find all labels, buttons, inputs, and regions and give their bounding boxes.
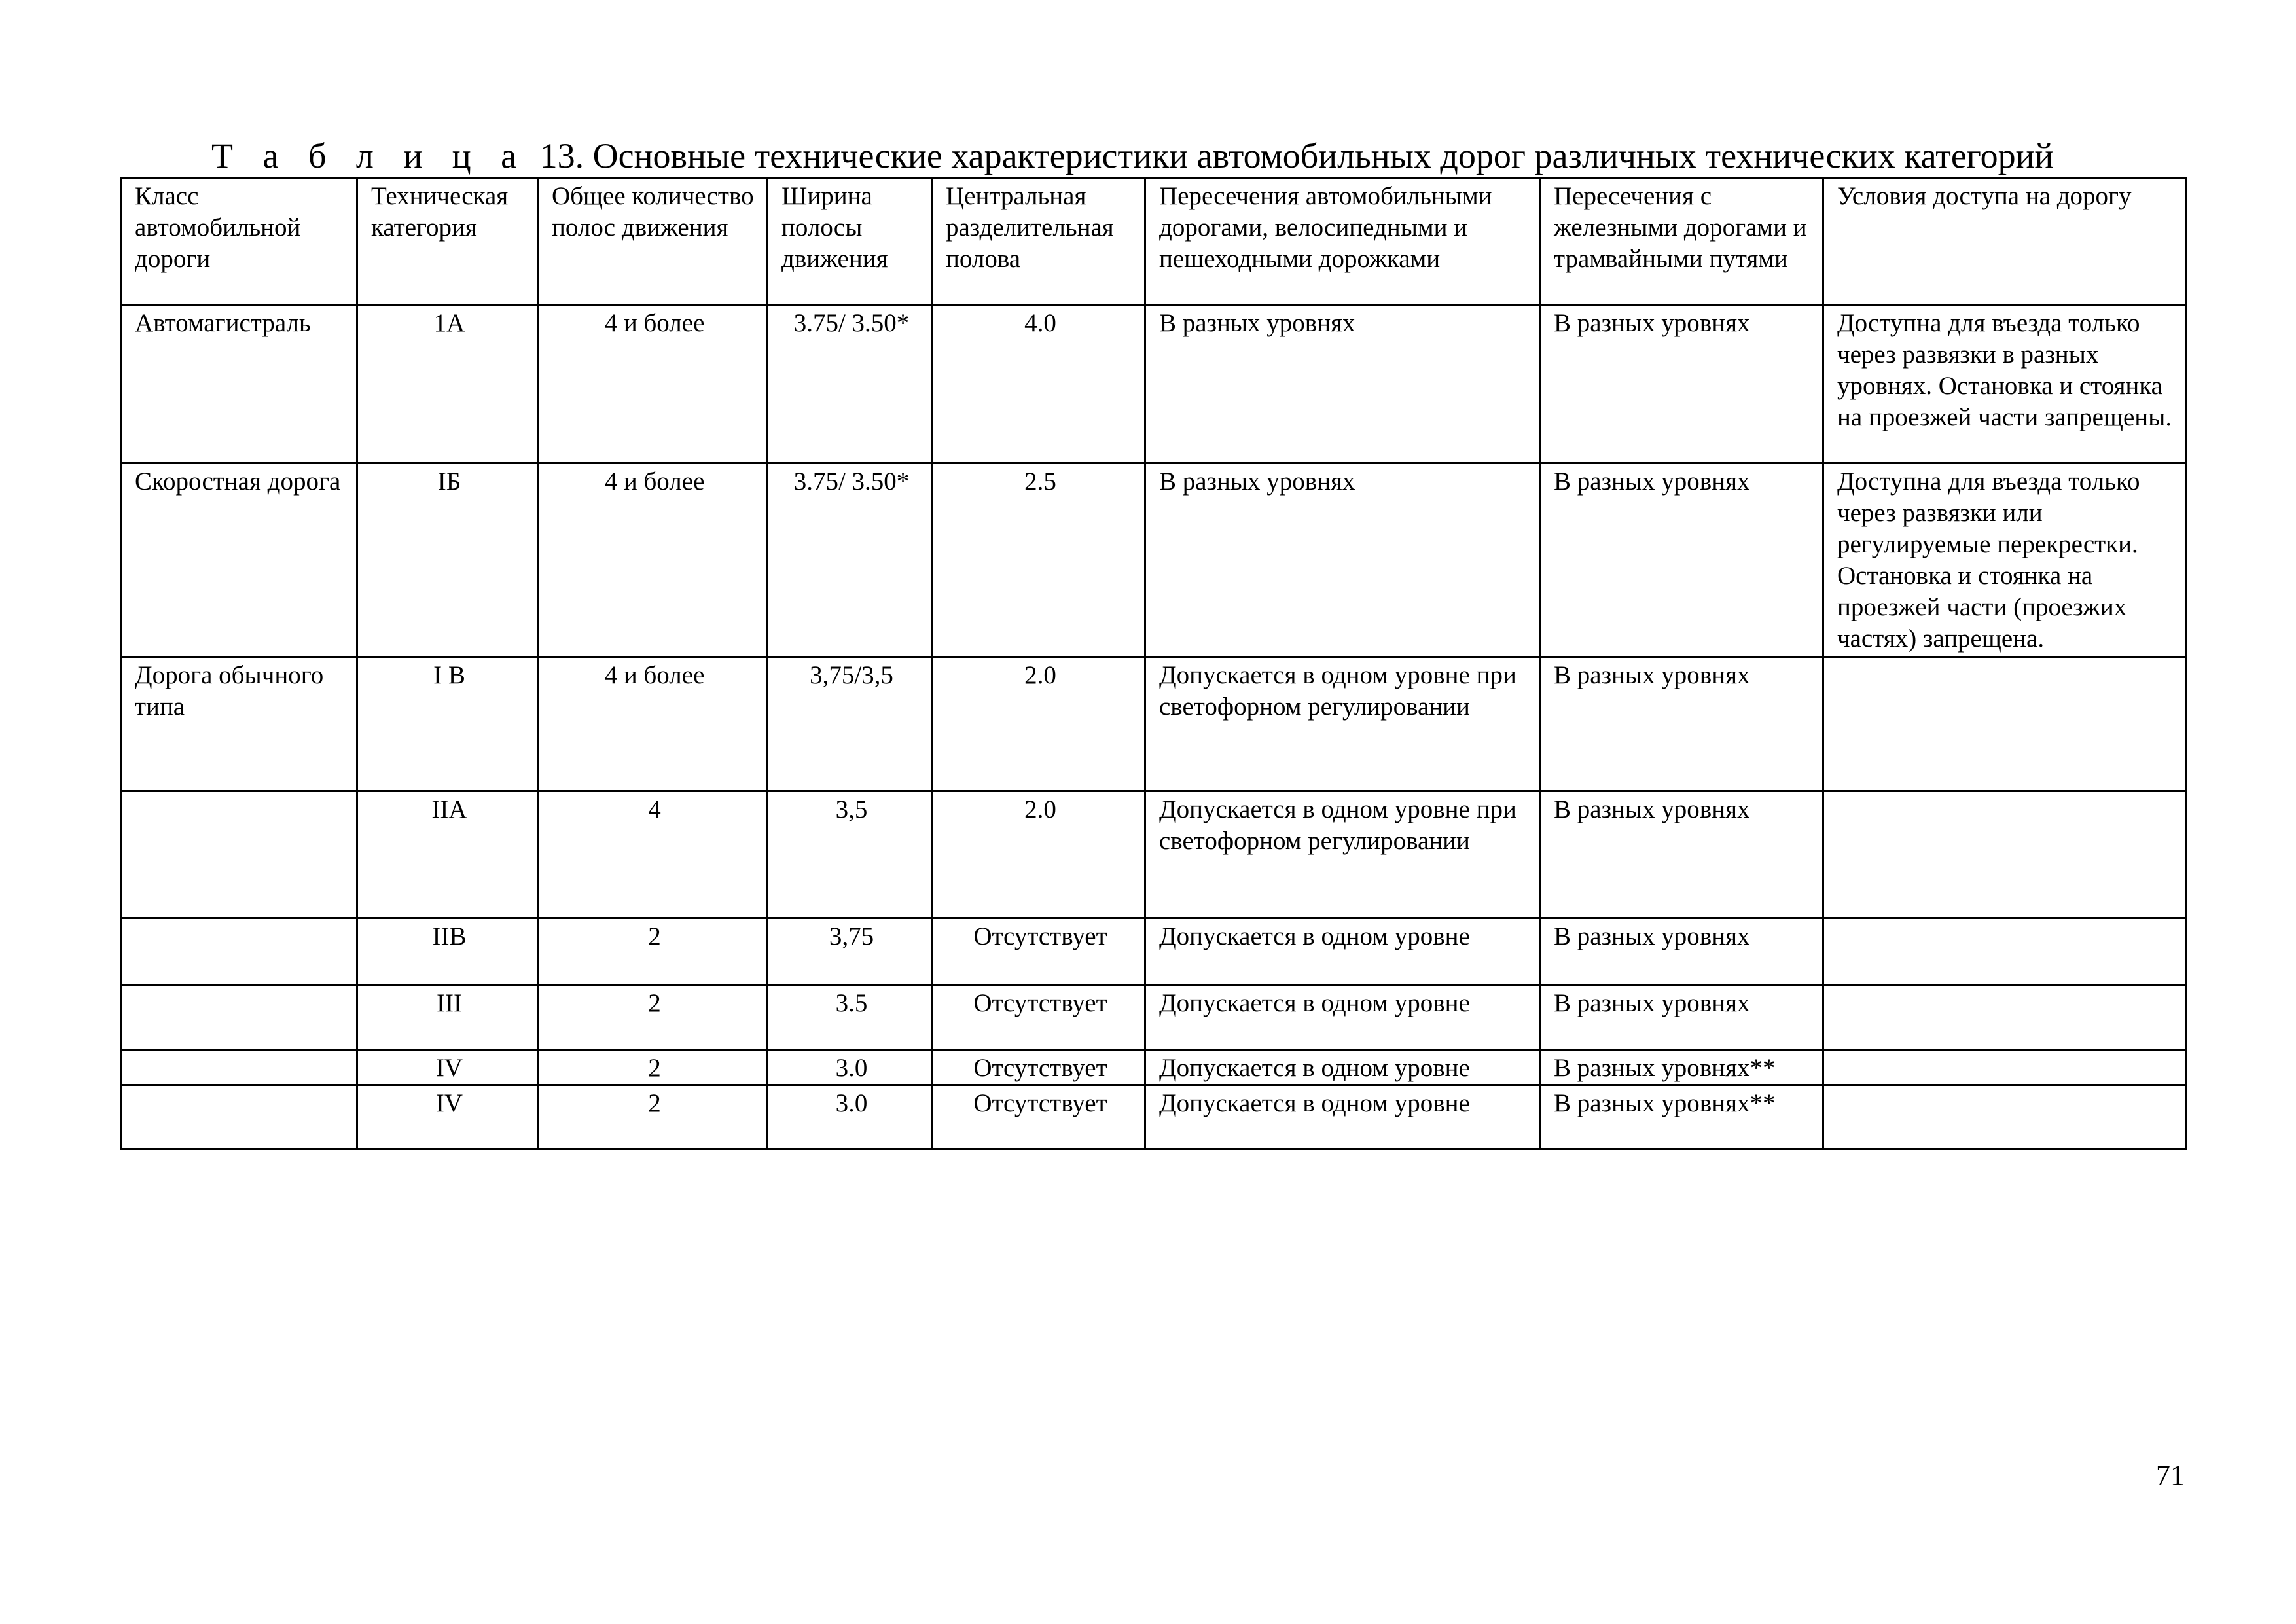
cell-access xyxy=(1823,791,2187,918)
cell-lane-width: 3.0 xyxy=(768,1050,932,1085)
cell-lane-width: 3,5 xyxy=(768,791,932,918)
cell-road-class xyxy=(121,985,357,1050)
cell-access xyxy=(1823,1085,2187,1149)
cell-rail-crossings: В разных уровнях xyxy=(1540,791,1823,918)
cell-access: Доступна для въезда только через развязки или регулируемые перекрестки. Остановка и стоянка на проезжей части (проезжих частях) запрещена. xyxy=(1823,463,2187,657)
header-tech-category: Техническая категория xyxy=(357,178,538,305)
cell-road-crossings: Допускается в одном уровне при светофорном регулировании xyxy=(1145,791,1540,918)
cell-category: 1А xyxy=(357,305,538,463)
cell-median: Отсутствует xyxy=(932,1050,1145,1085)
cell-road-class: Автомагистраль xyxy=(121,305,357,463)
cell-lanes: 4 и более xyxy=(538,305,768,463)
cell-lanes: 2 xyxy=(538,918,768,985)
cell-category: IV xyxy=(357,1050,538,1085)
cell-road-class xyxy=(121,1085,357,1149)
table-caption-prefix: Т а б л и ц а xyxy=(211,136,528,175)
cell-lanes: 4 xyxy=(538,791,768,918)
cell-median: Отсутствует xyxy=(932,918,1145,985)
cell-rail-crossings: В разных уровнях xyxy=(1540,305,1823,463)
cell-lanes: 4 и более xyxy=(538,463,768,657)
table-row xyxy=(121,305,2187,463)
cell-road-crossings: В разных уровнях xyxy=(1145,463,1540,657)
cell-road-crossings: Допускается в одном уровне при светофорном регулировании xyxy=(1145,657,1540,791)
header-central-median: Центральная разделительная полова xyxy=(932,178,1145,305)
cell-access xyxy=(1823,1050,2187,1085)
cell-category: I В xyxy=(357,657,538,791)
cell-road-crossings: Допускается в одном уровне xyxy=(1145,985,1540,1050)
cell-rail-crossings: В разных уровнях xyxy=(1540,463,1823,657)
table-caption-text: 13. Основные технические характеристики автомобильных дорог различных технических категорий xyxy=(539,136,2054,175)
table-row xyxy=(121,918,2187,985)
header-access-conditions: Условия доступа на дорогу xyxy=(1823,178,2187,305)
cell-lanes: 2 xyxy=(538,1050,768,1085)
table-row xyxy=(121,657,2187,791)
cell-road-class xyxy=(121,1050,357,1085)
cell-lane-width: 3,75/3,5 xyxy=(768,657,932,791)
table-row xyxy=(121,1085,2187,1149)
cell-lane-width: 3.75/ 3.50* xyxy=(768,463,932,657)
cell-median: Отсутствует xyxy=(932,1085,1145,1149)
cell-road-class: Дорога обычного типа xyxy=(121,657,357,791)
table-row xyxy=(121,791,2187,918)
table-row xyxy=(121,1050,2187,1085)
table-row xyxy=(121,463,2187,657)
cell-rail-crossings: В разных уровнях** xyxy=(1540,1085,1823,1149)
cell-median: 2.0 xyxy=(932,791,1145,918)
header-road-crossings: Пересечения автомобильными дорогами, велосипедными и пешеходными дорожками xyxy=(1145,178,1540,305)
cell-lanes: 2 xyxy=(538,1085,768,1149)
cell-rail-crossings: В разных уровнях xyxy=(1540,657,1823,791)
cell-lanes: 2 xyxy=(538,985,768,1050)
cell-lane-width: 3,75 xyxy=(768,918,932,985)
table-row xyxy=(121,985,2187,1050)
header-rail-crossings: Пересечения с железными дорогами и трамвайными путями xyxy=(1540,178,1823,305)
cell-lane-width: 3.75/ 3.50* xyxy=(768,305,932,463)
cell-road-crossings: Допускается в одном уровне xyxy=(1145,1085,1540,1149)
cell-category: IБ xyxy=(357,463,538,657)
cell-access xyxy=(1823,985,2187,1050)
cell-road-class xyxy=(121,918,357,985)
cell-median: Отсутствует xyxy=(932,985,1145,1050)
cell-access xyxy=(1823,918,2187,985)
cell-road-crossings: Допускается в одном уровне xyxy=(1145,918,1540,985)
cell-category: IV xyxy=(357,1085,538,1149)
cell-access xyxy=(1823,657,2187,791)
cell-category: IIВ xyxy=(357,918,538,985)
cell-rail-crossings: В разных уровнях** xyxy=(1540,1050,1823,1085)
cell-category: III xyxy=(357,985,538,1050)
page-number: 71 xyxy=(2156,1459,2185,1491)
cell-rail-crossings: В разных уровнях xyxy=(1540,918,1823,985)
cell-median: 2.0 xyxy=(932,657,1145,791)
cell-lane-width: 3.5 xyxy=(768,985,932,1050)
cell-median: 2.5 xyxy=(932,463,1145,657)
header-road-class: Класс автомобильной дороги xyxy=(121,178,357,305)
cell-road-class: Скоростная дорога xyxy=(121,463,357,657)
road-characteristics-table xyxy=(120,177,2187,1150)
header-lane-width: Ширина полосы движения xyxy=(768,178,932,305)
header-total-lanes: Общее количество полос движения xyxy=(538,178,768,305)
table-caption xyxy=(211,130,2109,182)
table-header-row xyxy=(121,178,2187,305)
cell-lane-width: 3.0 xyxy=(768,1085,932,1149)
cell-median: 4.0 xyxy=(932,305,1145,463)
cell-category: IIА xyxy=(357,791,538,918)
cell-lanes: 4 и более xyxy=(538,657,768,791)
cell-access: Доступна для въезда только через развязки в разных уровнях. Остановка и стоянка на проезжей части запрещены. xyxy=(1823,305,2187,463)
cell-road-crossings: В разных уровнях xyxy=(1145,305,1540,463)
cell-road-class xyxy=(121,791,357,918)
cell-road-crossings: Допускается в одном уровне xyxy=(1145,1050,1540,1085)
cell-rail-crossings: В разных уровнях xyxy=(1540,985,1823,1050)
